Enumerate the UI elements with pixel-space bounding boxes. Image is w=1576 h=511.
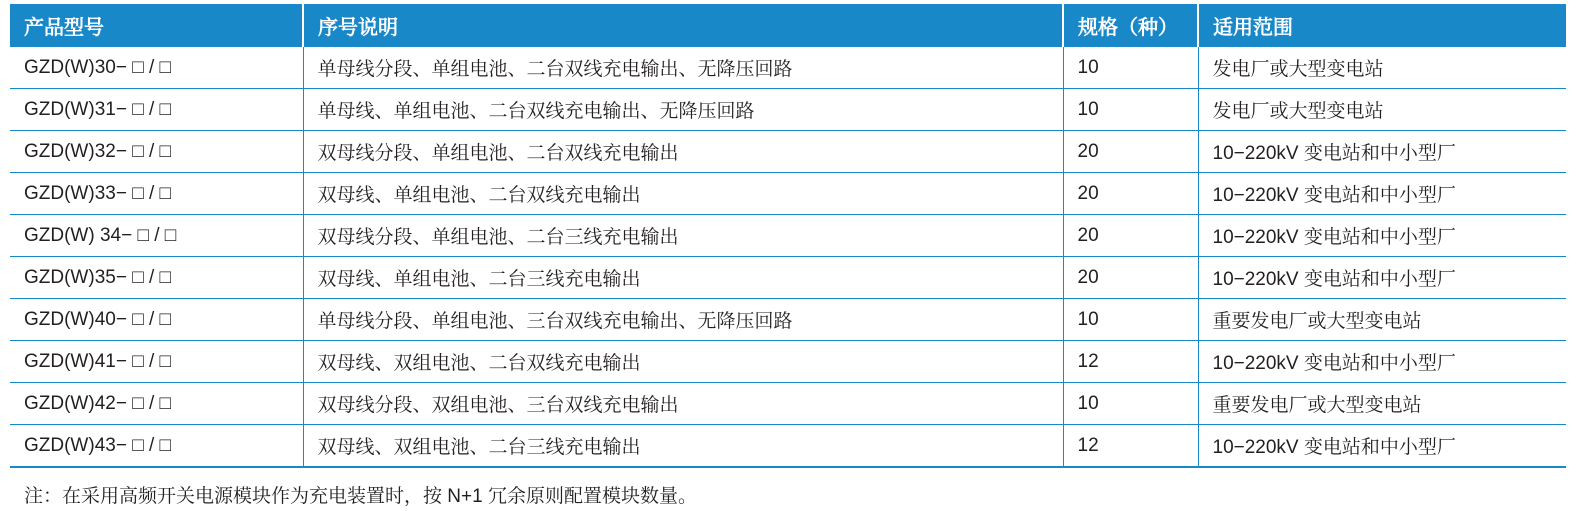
product-spec-table (10, 4, 1566, 468)
cell-description: 双母线、双组电池、二台双线充电输出 (303, 341, 1063, 383)
cell-description: 双母线分段、单组电池、二台双线充电输出 (303, 131, 1063, 173)
column-header-spec-count: 规格（种） (1063, 4, 1198, 47)
cell-description: 双母线分段、双组电池、三台双线充电输出 (303, 383, 1063, 425)
cell-scope: 10−220kV 变电站和中小型厂 (1198, 173, 1566, 215)
cell-model: GZD(W) 34− □ / □ (10, 215, 303, 257)
cell-description: 双母线、单组电池、二台三线充电输出 (303, 257, 1063, 299)
table-row (10, 131, 1566, 173)
cell-spec-count: 20 (1063, 215, 1198, 257)
cell-description: 单母线分段、单组电池、二台双线充电输出、无降压回路 (303, 47, 1063, 89)
cell-model: GZD(W)42− □ / □ (10, 383, 303, 425)
cell-model: GZD(W)35− □ / □ (10, 257, 303, 299)
cell-spec-count: 10 (1063, 47, 1198, 89)
cell-description: 双母线、单组电池、二台双线充电输出 (303, 173, 1063, 215)
table-row (10, 215, 1566, 257)
column-header-model: 产品型号 (10, 4, 303, 47)
cell-spec-count: 12 (1063, 425, 1198, 468)
cell-scope: 10−220kV 变电站和中小型厂 (1198, 257, 1566, 299)
column-header-description: 序号说明 (303, 4, 1063, 47)
cell-scope: 重要发电厂或大型变电站 (1198, 299, 1566, 341)
cell-spec-count: 20 (1063, 131, 1198, 173)
cell-scope: 10−220kV 变电站和中小型厂 (1198, 215, 1566, 257)
cell-spec-count: 20 (1063, 257, 1198, 299)
cell-scope: 10−220kV 变电站和中小型厂 (1198, 131, 1566, 173)
table-row (10, 341, 1566, 383)
table-row (10, 47, 1566, 89)
table-row (10, 383, 1566, 425)
cell-scope: 10−220kV 变电站和中小型厂 (1198, 341, 1566, 383)
cell-description: 双母线分段、单组电池、二台三线充电输出 (303, 215, 1063, 257)
table-header-row (10, 4, 1566, 47)
cell-scope: 重要发电厂或大型变电站 (1198, 383, 1566, 425)
table-footnote: 注：在采用高频开关电源模块作为充电装置时，按 N+1 冗余原则配置模块数量。 (24, 486, 697, 507)
table-row (10, 257, 1566, 299)
cell-model: GZD(W)32− □ / □ (10, 131, 303, 173)
cell-model: GZD(W)33− □ / □ (10, 173, 303, 215)
table-row (10, 299, 1566, 341)
table-row (10, 173, 1566, 215)
cell-model: GZD(W)30− □ / □ (10, 47, 303, 89)
table-row (10, 425, 1566, 468)
table-row (10, 89, 1566, 131)
cell-model: GZD(W)31− □ / □ (10, 89, 303, 131)
cell-spec-count: 10 (1063, 383, 1198, 425)
cell-spec-count: 10 (1063, 89, 1198, 131)
cell-spec-count: 10 (1063, 299, 1198, 341)
cell-model: GZD(W)40− □ / □ (10, 299, 303, 341)
table-header (10, 4, 1566, 47)
cell-spec-count: 20 (1063, 173, 1198, 215)
cell-description: 单母线分段、单组电池、三台双线充电输出、无降压回路 (303, 299, 1063, 341)
cell-model: GZD(W)41− □ / □ (10, 341, 303, 383)
cell-scope: 发电厂或大型变电站 (1198, 47, 1566, 89)
cell-spec-count: 12 (1063, 341, 1198, 383)
table-body (10, 47, 1566, 467)
cell-scope: 发电厂或大型变电站 (1198, 89, 1566, 131)
cell-scope: 10−220kV 变电站和中小型厂 (1198, 425, 1566, 468)
cell-description: 单母线、单组电池、二台双线充电输出、无降压回路 (303, 89, 1063, 131)
cell-description: 双母线、双组电池、二台三线充电输出 (303, 425, 1063, 468)
column-header-scope: 适用范围 (1198, 4, 1566, 47)
cell-model: GZD(W)43− □ / □ (10, 425, 303, 468)
